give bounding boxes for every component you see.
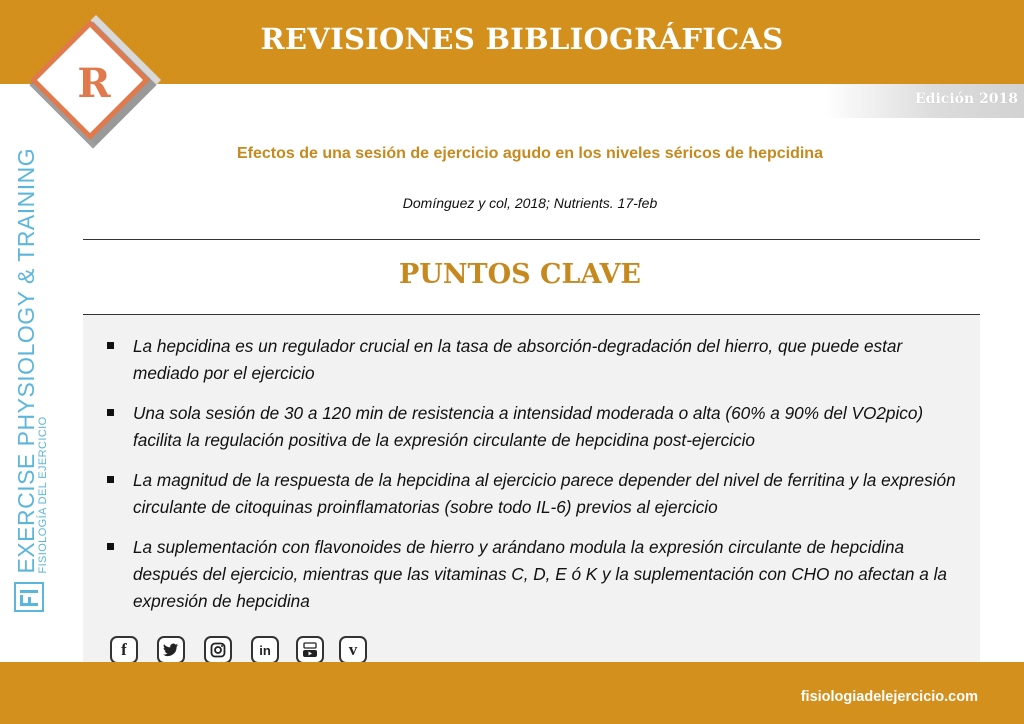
side-brand [14,148,49,612]
brand-name: EXERCISE PHYSIOLOGY & TRAINING [13,147,39,574]
edition-badge [824,84,1024,118]
instagram-icon[interactable] [204,636,232,664]
footer-bar [0,662,1024,724]
twitter-icon[interactable] [157,636,185,664]
revisiones-logo [18,10,168,160]
key-point-item: Una sola sesión de 30 a 120 min de resistencia a intensidad moderada o alta (60% a 90% del VO2pico) facilita la regulación positiva de la expresión circulante de hepcidina post-ejercicio [105,400,965,454]
logo-letter: R [77,60,111,107]
divider-bottom [83,314,980,315]
key-points-list [105,333,965,628]
brand-icon [14,582,44,612]
youtube-icon[interactable] [296,636,324,664]
edition-label: Edición 2018 [915,91,1018,107]
key-point-item: La magnitud de la respuesta de la hepcidina al ejercicio parece depender del nivel de ferritina y la expresión circulante de citoquinas proinflamatorias (sobre todo IL-6) previos al ejercicio [105,467,965,521]
key-points-heading: PUNTOS CLAVE [398,259,642,290]
brand-subtitle: FISIOLOGÍA DEL EJERCICIO [37,416,49,574]
article-citation: Domínguez y col, 2018; Nutrients. 17-feb [402,195,658,211]
key-point-item: La suplementación con flavonoides de hierro y arándano modula la expresión circulante de hepcidina después del ejercicio, mientras que las vitaminas C, D, E ó K y la suplementación con CHO no afectan a la expresión de hepcidina [105,534,965,615]
article-title: Efectos de una sesión de ejercicio agudo en los niveles séricos de hepcidina [237,145,823,162]
key-point-item: La hepcidina es un regulador crucial en la tasa de absorción-degradación del hierro, que puede estar mediado por el ejercicio [105,333,965,387]
linkedin-icon[interactable]: in [251,636,279,664]
facebook-icon[interactable]: f [110,636,138,664]
divider-top [83,239,980,240]
website-link[interactable]: fisiologiadelejercicio.com [800,689,978,705]
page-title: REVISIONES BIBLIOGRÁFICAS [260,22,784,56]
vimeo-icon[interactable]: v [339,636,367,664]
